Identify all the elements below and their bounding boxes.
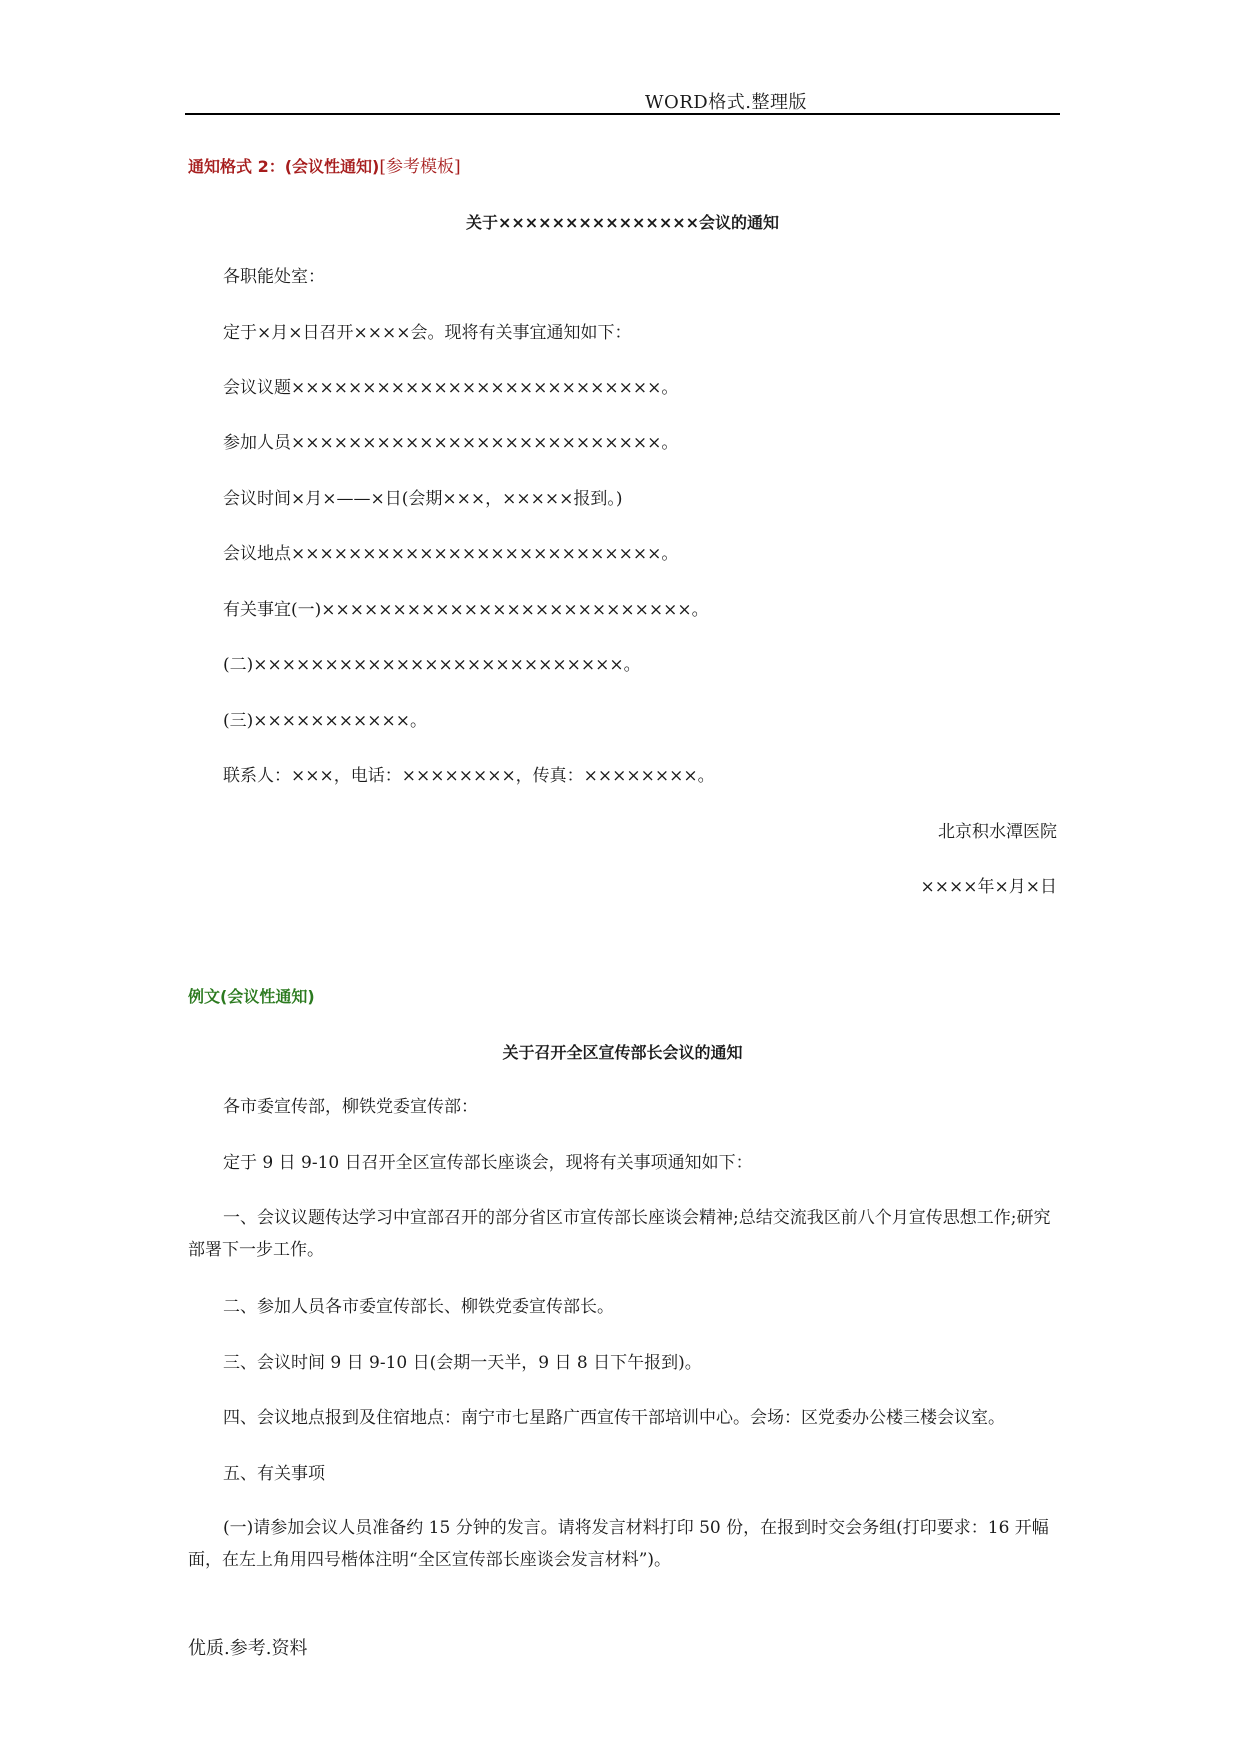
template-salutation: 各职能处室： bbox=[223, 267, 325, 287]
template-section-label-text: 通知格式 2：(会议性通知) bbox=[188, 157, 380, 176]
template-item-matters-1: 有关事宜(一)××××××××××××××××××××××××××。 bbox=[223, 600, 709, 620]
example-salutation: 各市委宣传部，柳铁党委宣传部： bbox=[223, 1097, 478, 1117]
template-item-matters-3: (三)×××××××××××。 bbox=[223, 711, 427, 731]
example-item-topic: 一、会议议题传达学习中宣部召开的部分省区市宣传部长座谈会精神;总结交流我区前八个月宣传思想工作;研究部署下一步工作。 bbox=[188, 1208, 1051, 1260]
template-item-attendees: 参加人员××××××××××××××××××××××××××。 bbox=[223, 433, 679, 453]
template-title: 关于×××××××××××××××会议的通知 bbox=[465, 213, 780, 232]
example-section-label: 例文(会议性通知) bbox=[188, 987, 315, 1006]
template-item-location: 会议地点××××××××××××××××××××××××××。 bbox=[223, 544, 679, 564]
header-rule bbox=[185, 113, 1060, 115]
template-signature-org: 北京积水潭医院 bbox=[938, 822, 1057, 842]
example-item-matters: 五、有关事项 bbox=[223, 1464, 325, 1484]
template-section-label-suffix: [参考模板] bbox=[379, 157, 461, 177]
page-footer: 优质.参考.资料 bbox=[188, 1638, 308, 1659]
template-signature-date: ××××年×月×日 bbox=[920, 877, 1057, 897]
example-intro: 定于 9 日 9-10 日召开全区宣传部长座谈会，现将有关事项通知如下： bbox=[223, 1153, 753, 1173]
example-item-matters-1: (一)请参加会议人员准备约 15 分钟的发言。请将发言材料打印 50 份，在报到时交会务组(打印要求：16 开幅面，在左上角用四号楷体注明“全区宣传部长座谈会发言材料”)。 bbox=[188, 1518, 1049, 1570]
template-item-topic: 会议议题××××××××××××××××××××××××××。 bbox=[223, 378, 679, 398]
example-item-attendees: 二、参加人员各市委宣传部长、柳铁党委宣传部长。 bbox=[223, 1297, 614, 1317]
example-item-location: 四、会议地点报到及住宿地点：南宁市七星路广西宣传干部培训中心。会场：区党委办公楼三楼会议室。 bbox=[223, 1408, 1005, 1428]
template-section-label bbox=[188, 154, 461, 180]
example-item-time: 三、会议时间 9 日 9-10 日(会期一天半，9 日 8 日下午报到)。 bbox=[223, 1353, 702, 1373]
template-intro: 定于×月×日召开××××会。现将有关事宜通知如下： bbox=[223, 323, 632, 343]
template-item-matters-2: (二)××××××××××××××××××××××××××。 bbox=[223, 655, 641, 675]
template-item-time: 会议时间×月×——×日(会期×××，×××××报到。) bbox=[223, 489, 623, 509]
page-header-title: WORD格式.整理版 bbox=[645, 92, 807, 113]
template-item-contact: 联系人：×××，电话：××××××××，传真：××××××××。 bbox=[223, 766, 715, 786]
example-title: 关于召开全区宣传部长会议的通知 bbox=[502, 1043, 743, 1062]
